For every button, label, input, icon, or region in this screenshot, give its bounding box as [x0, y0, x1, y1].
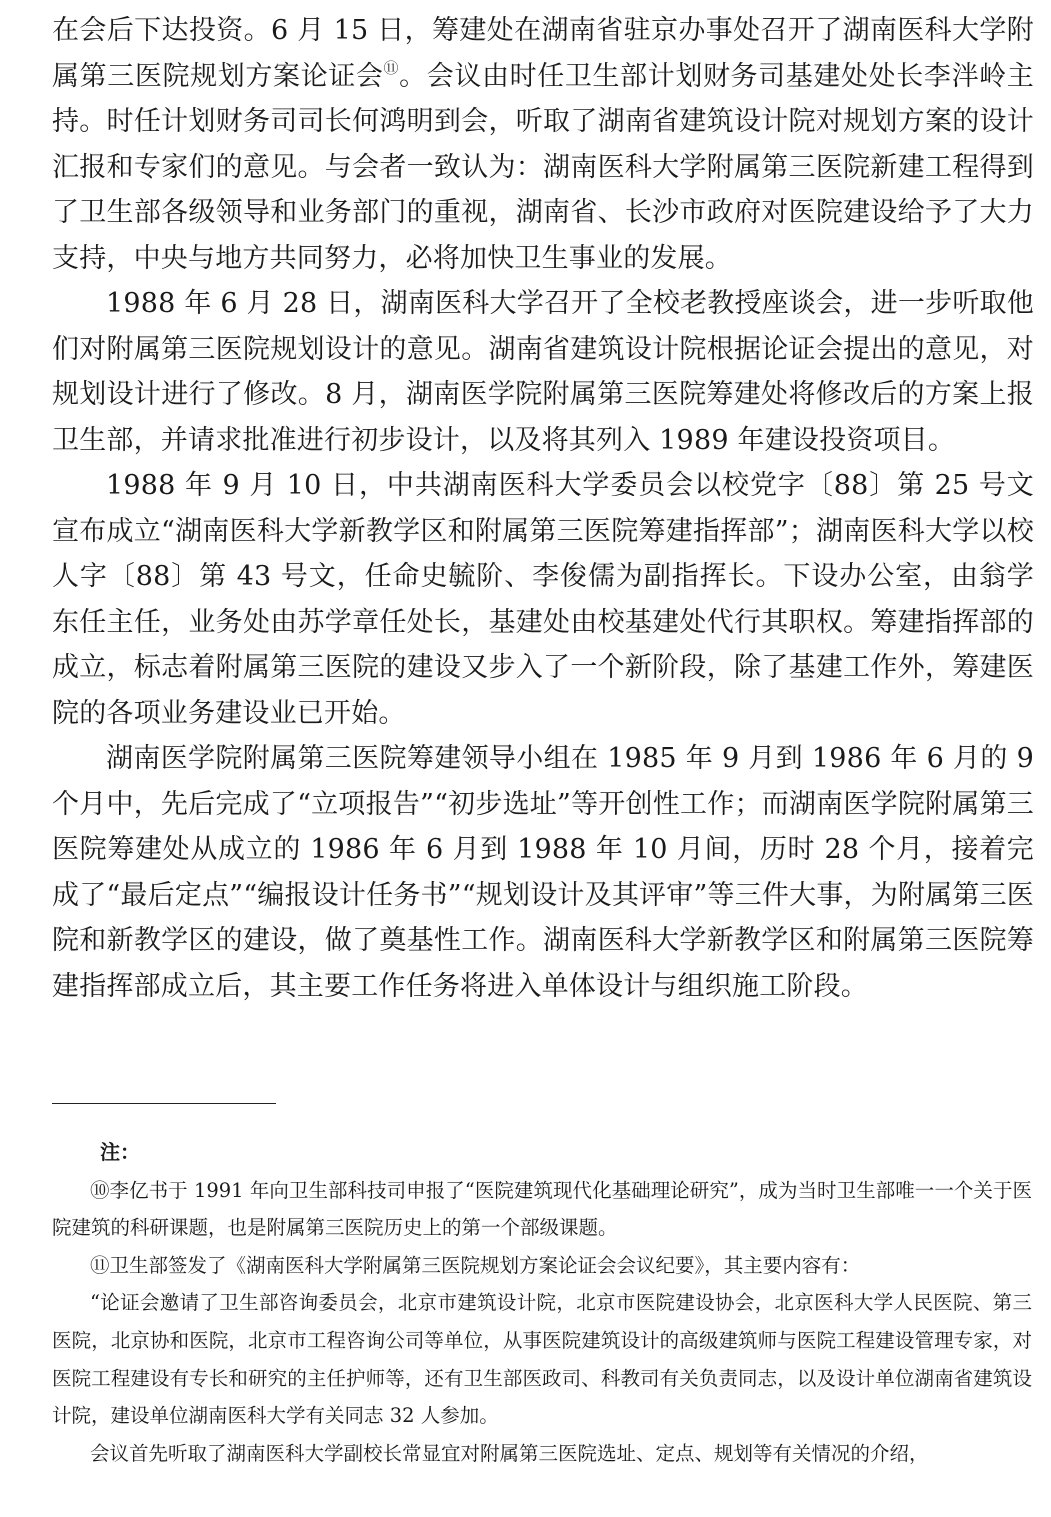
body-paragraph: 湖南医学院附属第三医院筹建领导小组在 1985 年 9 月到 1986 年 6 月的 9 个月中，先后完成了“立项报告”“初步选址”等开创性工作；而湖南医学院附属第三医院筹建处从成立的 1986 年 6 月到 1988 年 10 月间，历时 28 个月，接着完成了“最后定点”“编报设计任务书”“规划设计及其评审”等三件大事，为附属第三医院和新教学区的建设，做了奠基性工作。湖南医科大学新教学区和附属第三医院筹建指挥部成立后，其主要工作任务将进入单体设计与组织施工阶段。: [52, 743, 1034, 1002]
paragraph-text: 。会议由时任卫生部计划财务司基建处处长李泮岭主持。时任计划财务司司长何鸿明到会，听取了湖南省建筑设计院对规划方案的设计汇报和专家们的意见。与会者一致认为：湖南医科大学附属第三医院新建工程得到了卫生部各级领导和业务部门的重视，湖南省、长沙市政府对医院建设给予了大力支持，中央与地方共同努力，必将加快卫生事业的发展。: [52, 60, 1034, 274]
body-paragraph: [52, 8, 1034, 281]
footnote-divider: [52, 1103, 276, 1104]
footnote-item: ⑩李亿书于 1991 年向卫生部科技司申报了“医院建筑现代化基础理论研究”，成为当时卫生部唯一一个关于医院建筑的科研课题，也是附属第三医院历史上的第一个部级课题。: [52, 1178, 1032, 1240]
footnotes-section: [52, 1134, 1032, 1472]
footnote-item: “论证会邀请了卫生部咨询委员会，北京市建筑设计院，北京市医院建设协会，北京医科大学人民医院、第三医院，北京协和医院，北京市工程咨询公司等单位，从事医院建筑设计的高级建筑师与医院工程建设管理专家，对医院工程建设有专长和研究的主任护师等，还有卫生部医政司、科教司有关负责同志，以及设计单位湖南省建筑设计院，建设单位湖南医科大学有关同志 32 人参加。: [52, 1291, 1032, 1428]
main-text: [52, 8, 1034, 1009]
footnote-reference[interactable]: ⑪: [383, 58, 400, 77]
body-paragraph: 1988 年 9 月 10 日，中共湖南医科大学委员会以校党字〔88〕第 25 号文宣布成立“湖南医科大学新教学区和附属第三医院筹建指挥部”；湖南医科大学以校人字〔88〕第 43 号文，任命史毓阶、李俊儒为副指挥长。下设办公室，由翁学东任主任，业务处由苏学章任处长，基建处由校基建处代行其职权。筹建指挥部的成立，标志着附属第三医院的建设又步入了一个新阶段，除了基建工作外，筹建医院的各项业务建设业已开始。: [52, 470, 1034, 729]
notes-heading: 注：: [100, 1140, 140, 1164]
footnote-item: 会议首先听取了湖南医科大学副校长常显宜对附属第三医院选址、定点、规划等有关情况的介绍，: [90, 1441, 929, 1465]
footnote-item: ⑪卫生部签发了《湖南医科大学附属第三医院规划方案论证会会议纪要》，其主要内容有：: [90, 1253, 861, 1277]
body-paragraph: 1988 年 6 月 28 日，湖南医科大学召开了全校老教授座谈会，进一步听取他们对附属第三医院规划设计的意见。湖南省建筑设计院根据论证会提出的意见，对规划设计进行了修改。8 月，湖南医学院附属第三医院筹建处将修改后的方案上报卫生部，并请求批准进行初步设计，以及将其列入 1989 年建设投资项目。: [52, 288, 1034, 456]
paragraph-text: 在会后下达投资。6 月 15 日，筹建处在湖南省驻京办事处召开了湖南医科大学附属第三医院规划方案论证会: [52, 15, 1034, 92]
